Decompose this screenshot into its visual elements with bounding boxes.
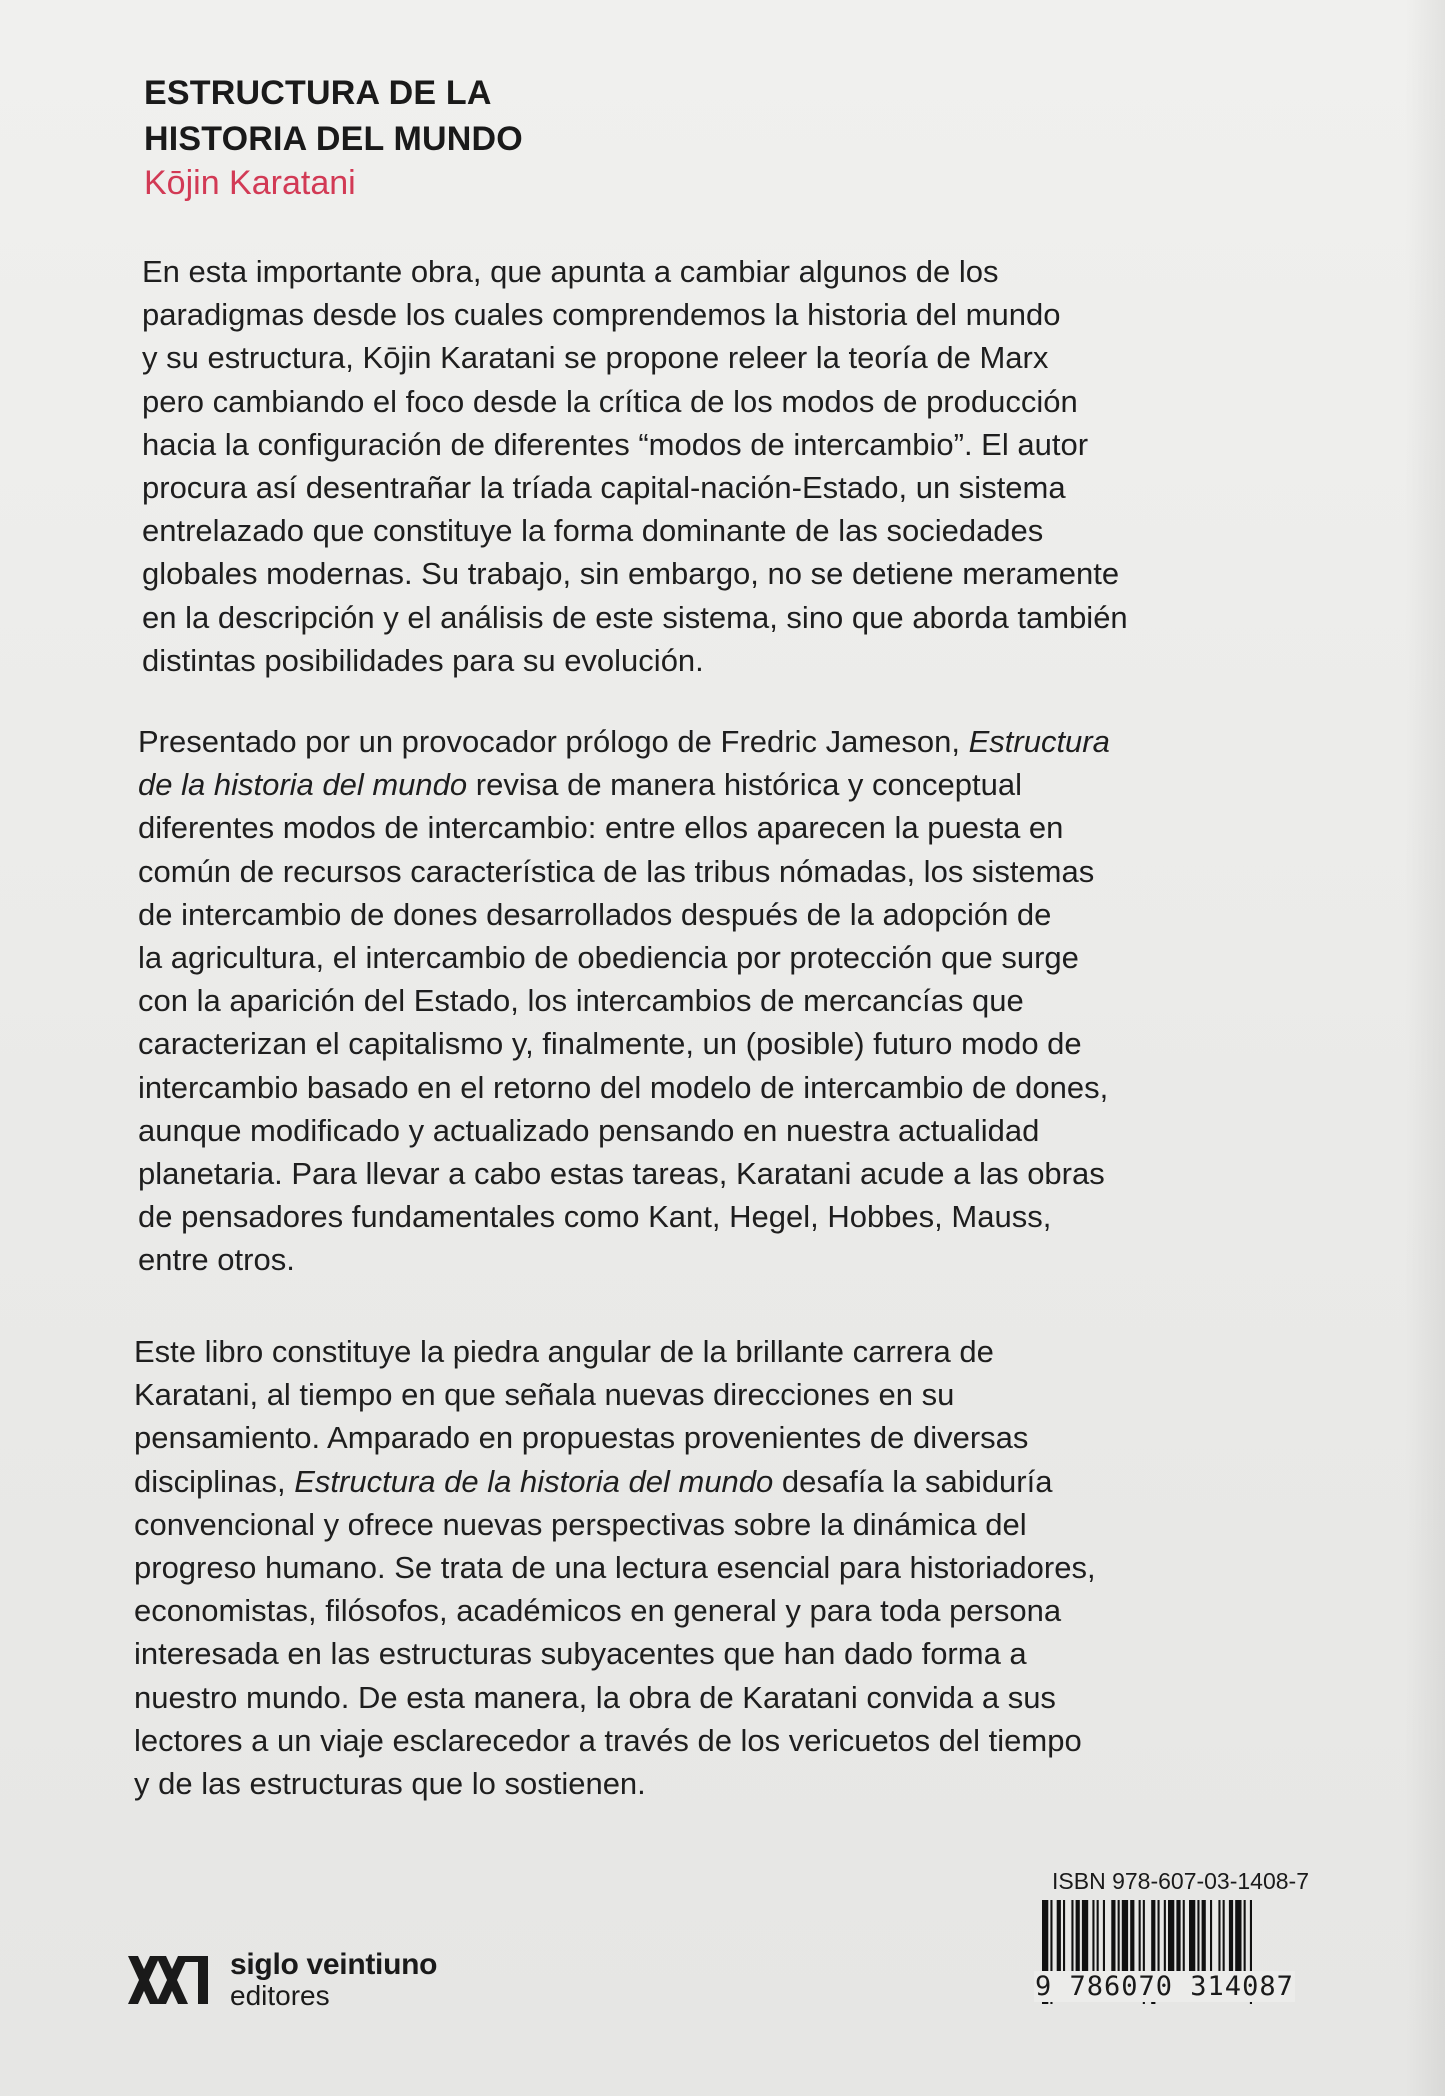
publisher-logo [126,1948,456,2011]
text-line: interesada en las estructuras subyacentes que han dado forma a [134,1636,1027,1672]
text-line: Este libro constituye la piedra angular de la brillante carrera de [134,1334,994,1369]
text-line: de intercambio de dones desarrollados después de la adopción de [138,896,1052,932]
barcode-bar [1223,1900,1225,1976]
text-line: caracterizan el capitalismo y, finalmente, un (posible) futuro modo de [138,1026,1082,1062]
text-run: desafía la sabiduría [773,1463,1053,1499]
text-line: lectores a un viaje esclarecedor a través de los vericuetos del tiempo [134,1722,1082,1758]
barcode-bar [1139,1900,1141,1976]
barcode-bar [1111,1900,1115,1976]
book-author: Kōjin Karatani [144,164,356,202]
text-line: en la descripción y el análisis de este sistema, sino que aborda también [142,599,1128,635]
text-line: progreso humano. Se trata de una lectura esencial para historiadores, [134,1550,1096,1586]
barcode-bar [1202,1900,1206,1976]
barcode-bar [1197,1900,1199,1976]
text-line: nuestro mundo. De esta manera, la obra de Karatani convida a sus [134,1679,1056,1715]
book-title [144,70,523,162]
text-line: convencional y ofrece nuevas perspectivas sobre la dinámica del [134,1506,1027,1542]
publisher-name: siglo veintiuno [230,1948,438,1981]
barcode-digits [1034,1972,1324,2002]
barcode-bar [1122,1900,1128,1976]
text-line: de pensadores fundamentales como Kant, Hegel, Hobbes, Mauss, [138,1199,1052,1235]
barcode-bar [1183,1900,1185,1976]
text-line: paradigmas desde los cuales comprendemos la historia del mundo [142,297,1061,333]
text-line: entrelazado que constituye la forma dominante de las sociedades [142,513,1044,549]
text-line: Karatani, al tiempo en que señala nuevas direcciones en su [134,1377,955,1413]
text-line: pensamiento. Amparado en propuestas provenientes de diversas [134,1420,1029,1456]
text-line: economistas, filósofos, académicos en general y para toda persona [134,1593,1062,1629]
barcode-bar [1189,1900,1195,1976]
barcode-bar [1229,1900,1233,1976]
barcode-bar [1168,1900,1174,1976]
text-line: común de recursos característica de las tribus nómadas, los sistemas [138,853,1095,889]
text-line: planetaria. Para llevar a cabo estas tareas, Karatani acude a las obras [138,1156,1105,1192]
xxi-logo-icon [126,1954,218,2006]
text-line: con la aparición del Estado, los intercambios de mercancías que [138,983,1024,1019]
synopsis-paragraph-3 [134,1330,1096,1805]
barcode-bar [1103,1900,1105,1976]
barcode-bar [1092,1900,1094,1976]
text-line [138,720,1110,763]
text-line: procura así desentrañar la tríada capital-nación-Estado, un sistema [142,470,1066,506]
text-line: hacia la configuración de diferentes “modos de intercambio”. El autor [142,426,1089,462]
barcode-bar [1235,1900,1241,1976]
text-line: y de las estructuras que lo sostienen. [134,1766,646,1802]
barcode-bar [1164,1900,1166,1976]
text-line: aunque modificado y actualizado pensando en nuestra actualidad [138,1112,1040,1148]
text-line: pero cambiando el foco desde la crítica de los modos de producción [142,383,1078,419]
book-title-line-2: HISTORIA DEL MUNDO [144,120,523,158]
text-run: Presentado por un provocador prólogo de Fredric Jameson, [138,724,969,759]
synopsis-paragraph-2 [138,720,1110,1282]
barcode-bar [1071,1900,1073,1976]
book-title-italic: Estructura [968,724,1110,759]
barcode-bar [1063,1900,1065,1976]
barcode-bar [1076,1900,1080,1976]
text-line: globales modernas. Su trabajo, sin embargo, no se detiene meramente [142,556,1120,592]
text-line: distintas posibilidades para su evolución. [142,642,704,678]
text-line [138,763,1110,806]
barcode-bar [1210,1900,1212,1976]
barcode-bar [1176,1900,1180,1976]
book-title-italic: de la historia del mundo [138,767,468,803]
barcode-bar [1118,1900,1120,1976]
text-line: entre otros. [138,1242,295,1278]
text-line: y su estructura, Kōjin Karatani se propone releer la teoría de Marx [142,340,1049,376]
book-title-line-1: ESTRUCTURA DE LA [144,74,492,112]
text-line [134,1460,1096,1503]
isbn-label: ISBN 978-607-03-1408-7 [1052,1868,1309,1894]
book-title-italic: Estructura de la historia del mundo [294,1463,774,1499]
barcode-bar [1097,1900,1099,1976]
text-line: diferentes modos de intercambio: entre ellos aparecen la puesta en [138,810,1064,846]
text-line: la agricultura, el intercambio de obediencia por protección que surge [138,940,1079,976]
barcode-bar [1082,1900,1088,1976]
text-run: revisa de manera histórica y conceptual [467,767,1022,803]
text-line: En esta importante obra, que apunta a cambiar algunos de los [142,254,999,289]
publisher-subname: editores [230,1980,330,2011]
barcode-number: 9 786070 314087 [1035,1971,1294,2002]
barcode-bar [1158,1900,1160,1976]
synopsis-paragraph-1 [142,250,1128,682]
barcode-bar [1218,1900,1220,1976]
text-run: disciplinas, [134,1463,295,1499]
barcode-bar [1130,1900,1134,1976]
barcode-bar [1244,1900,1246,1976]
barcode-bar [1057,1900,1061,1976]
cover-edge-shadow [1405,0,1445,2096]
text-line: intercambio basado en el retorno del modelo de intercambio de dones, [138,1069,1109,1105]
